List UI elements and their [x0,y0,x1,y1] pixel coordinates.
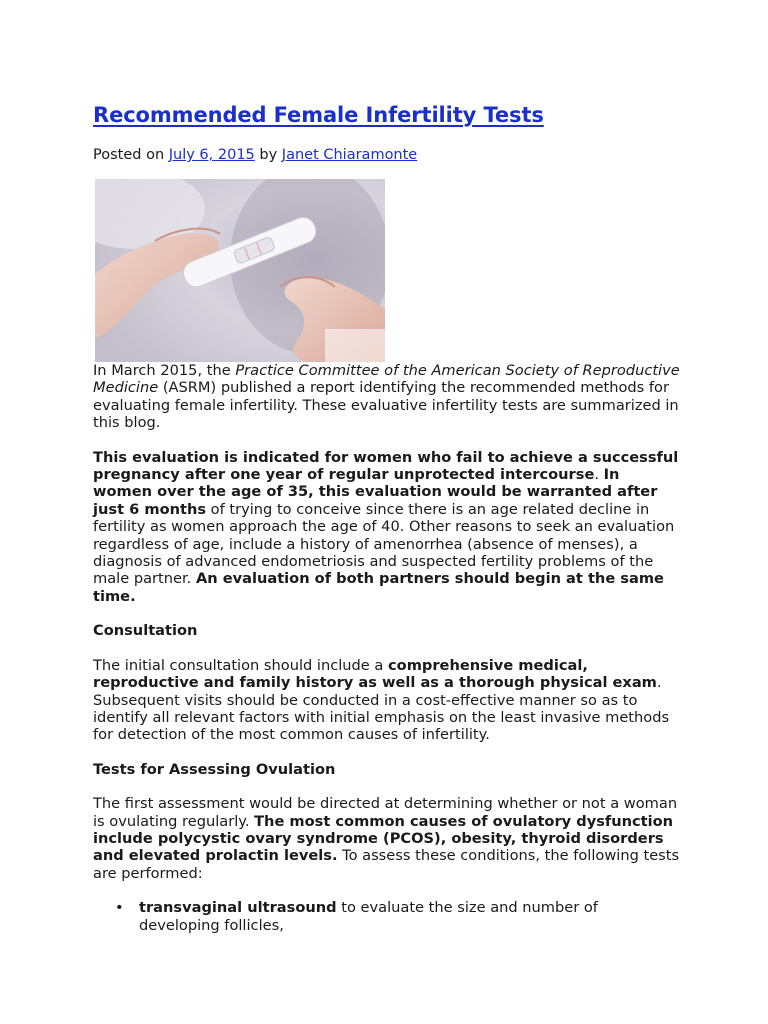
posted-on-label: Posted on [93,147,165,163]
post-meta [93,147,417,163]
consultation-heading: Consultation [93,622,198,640]
article-title [93,103,544,127]
list-item [93,899,683,934]
consultation-paragraph [93,657,683,744]
text: of trying to conceive since there is an age related decline in fertility as women approach the age of 40. Other reasons to seek an evaluation regardless of age, include a history of amenorrhea (absence of menses), a diagnosis of advanced endometriosis and suspected fertility problems of the male partner. [93,500,675,588]
text: The initial consultation should include a [93,656,389,674]
bold-text: In women over the age of 35, this evaluation would be warranted after just 6 months [93,466,658,518]
article-body [93,362,683,934]
text: In March 2015, the [93,362,236,379]
text: To assess these conditions, the following tests are performed: [93,847,680,882]
bold-text: The most common causes of ovulatory dysfunction include polycystic ovary syndrome (PCOS), obesity, thyroid disorders and elevated prolactin levels. [93,812,674,865]
asrm-name: Practice Committee of the American Society of Reproductive Medicine [93,362,680,397]
pregnancy-test-photo [95,179,385,362]
tests-list [93,899,683,934]
text: The first assessment would be directed at determining whether or not a woman is ovulating regularly. [93,795,678,830]
author-link[interactable]: Janet Chiaramonte [281,147,418,163]
bold-text: transvaginal ultrasound [139,899,337,917]
bullet-icon: • [115,899,124,917]
by-label: by [259,147,278,163]
bold-text: An evaluation of both partners should begin at the same time. [93,570,664,605]
bold-text: This evaluation is indicated for women who fail to achieve a successful pregnancy after one year of regular unprotected intercourse [93,448,679,484]
ovulation-heading: Tests for Assessing Ovulation [93,760,336,778]
indication-paragraph [93,449,683,606]
text: . [594,466,604,484]
text: . Subsequent visits should be conducted in a cost-effective manner so as to identify all relevant factors with initial emphasis on the least invasive methods for detection of the most common causes of infertility. [93,674,670,744]
intro-paragraph [93,362,683,432]
text: (ASRM) published a report identifying the recommended methods for evaluating female infertility. These evaluative infertility tests are summarized in this blog. [93,379,679,432]
ovulation-paragraph [93,795,683,882]
post-date-link[interactable]: July 6, 2015 [168,147,255,163]
text: to evaluate the size and number of developing follicles, [139,899,598,934]
article-title-link[interactable]: Recommended Female Infertility Tests [93,103,544,127]
bold-text: comprehensive medical, reproductive and family history as well as a thorough physical exam [93,656,657,692]
